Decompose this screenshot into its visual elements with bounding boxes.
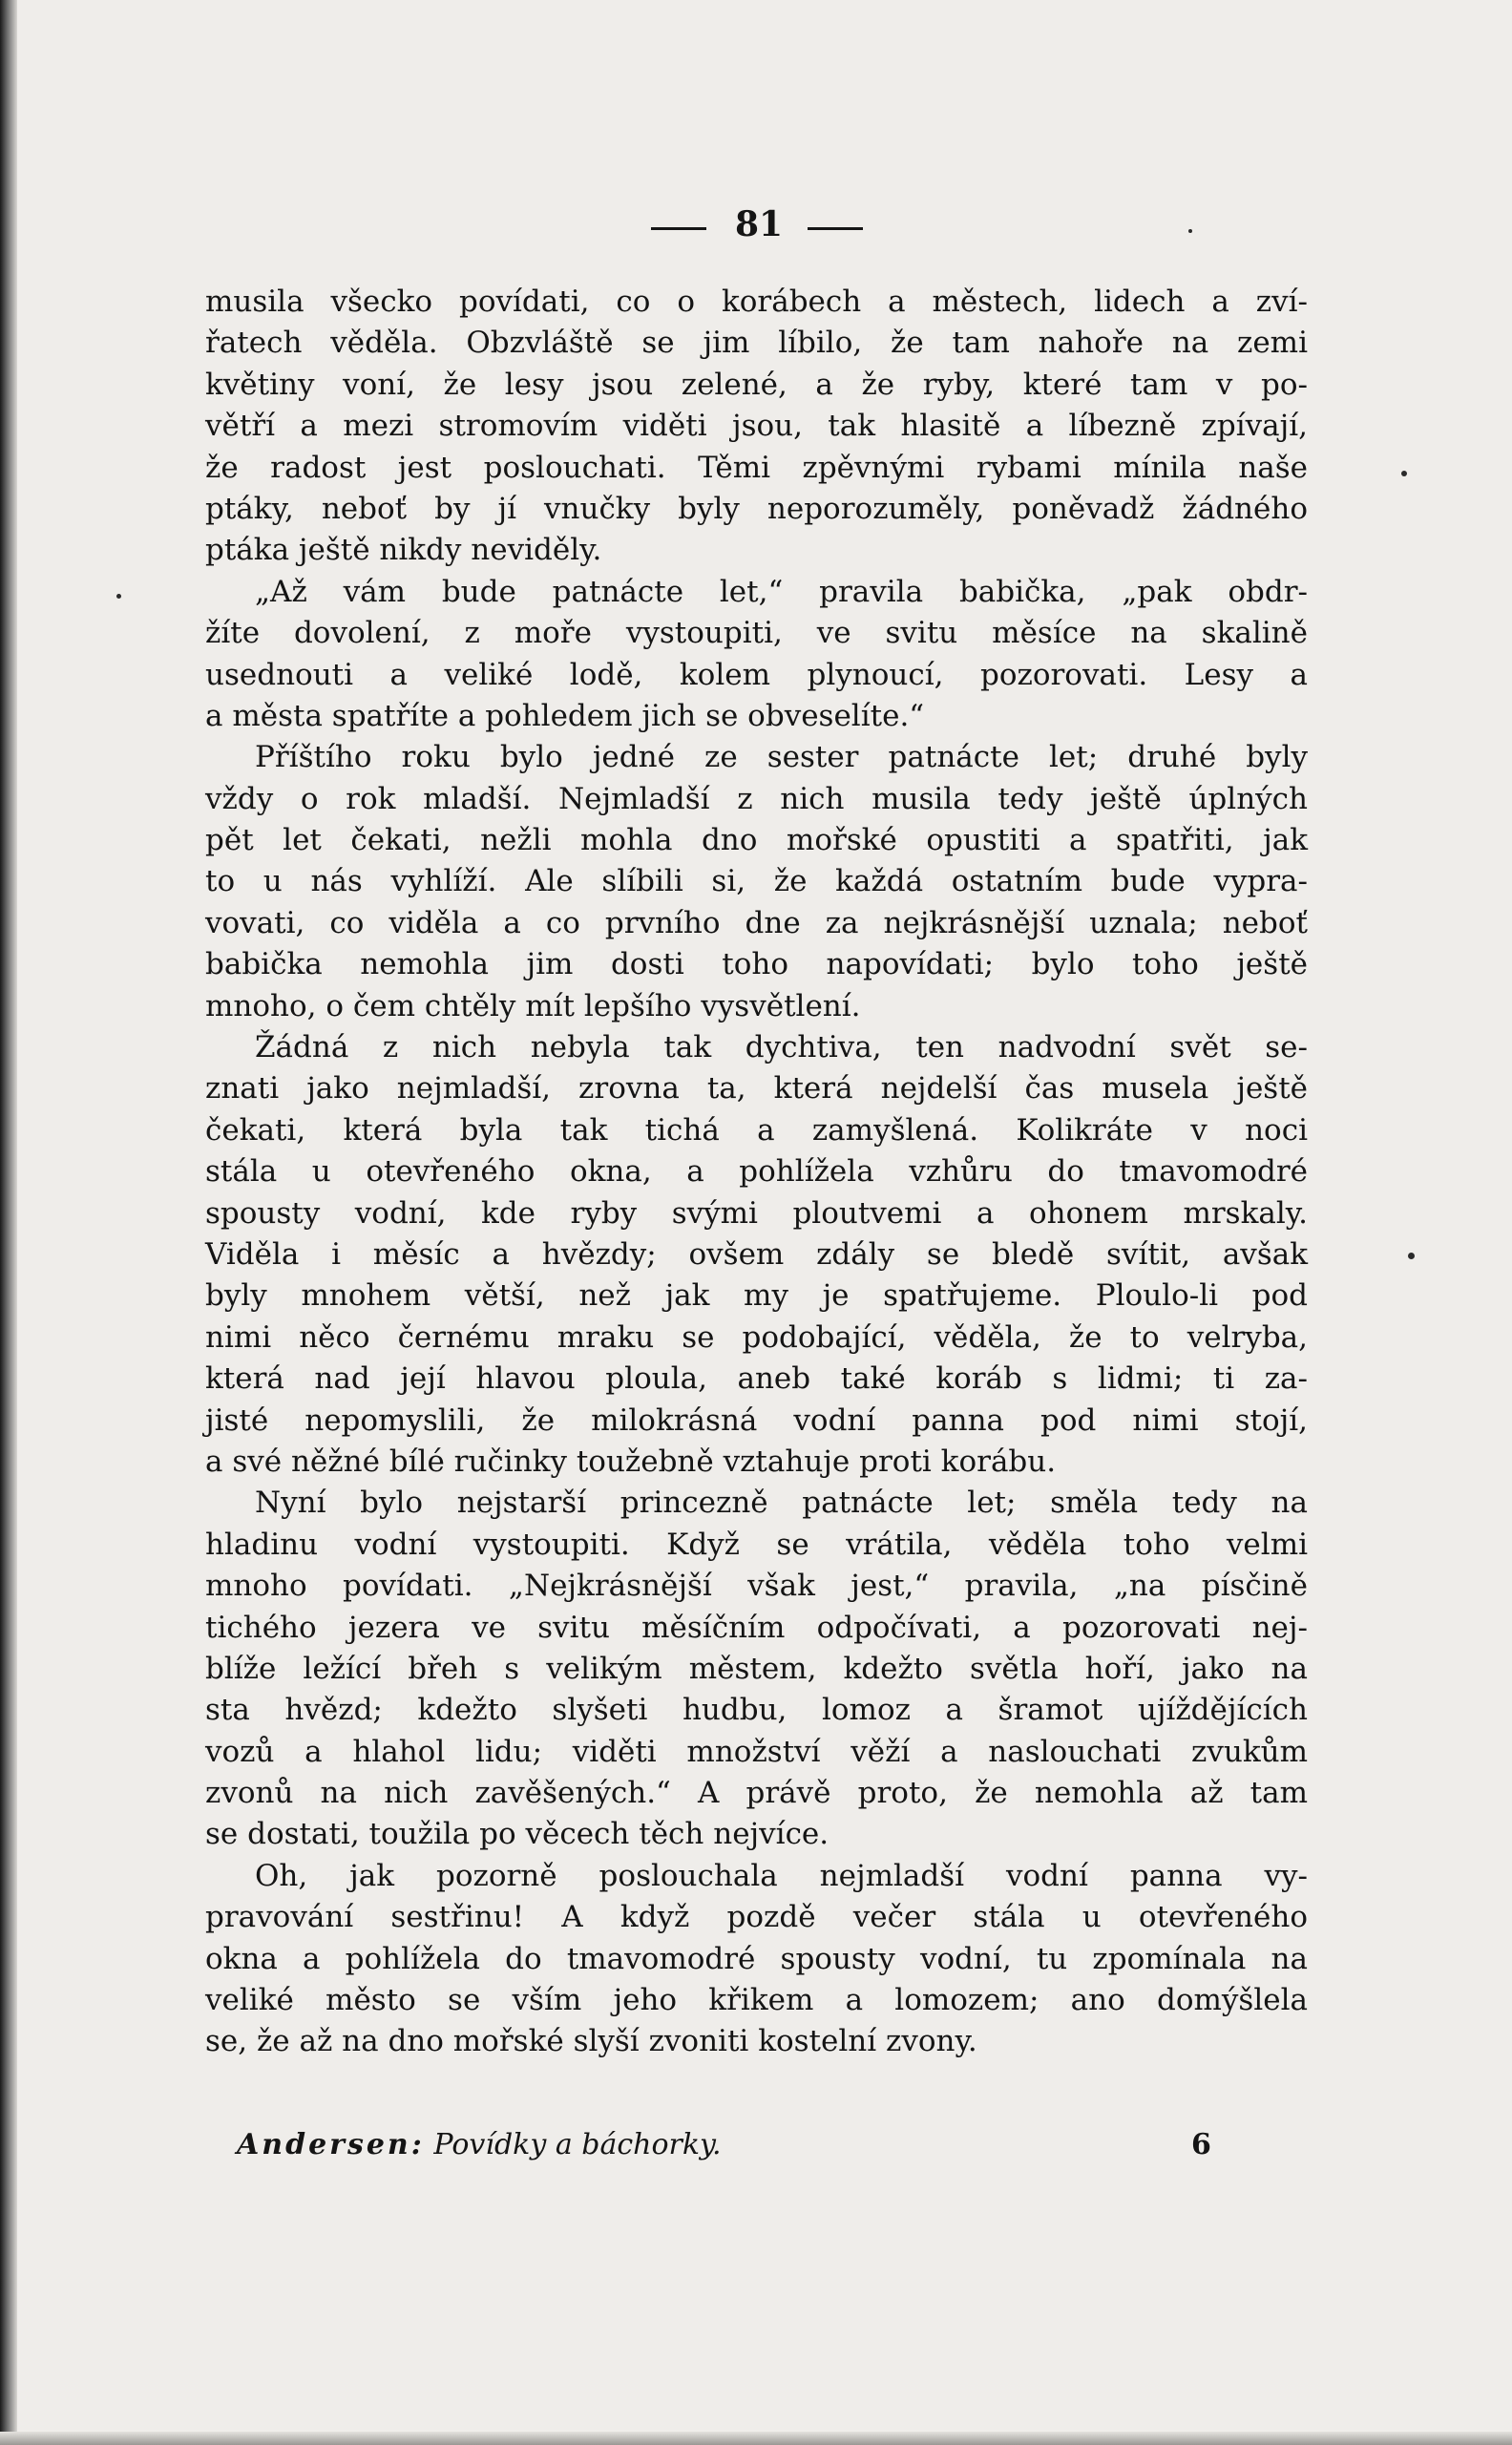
text-line: ptáky, neboť by jí vnučky byly neporozuměly, poněvadž žádného — [205, 491, 1308, 526]
text-line: mnoho povídati. „Nejkrásnější však jest,“ pravila, „na písčině — [205, 1569, 1308, 1604]
text-line: spousty vodní, kde ryby svými ploutvemi a ohonem mrskaly. — [205, 1195, 1308, 1231]
page-header — [0, 196, 1512, 253]
text-line: že radost jest poslouchati. Těmi zpěvnými rybami mínila naše — [205, 450, 1308, 485]
text-line: zvonů na nich zavěšených.“ A právě proto, že nemohla až tam — [205, 1776, 1308, 1811]
sheet-signature: 6 — [1191, 2128, 1211, 2161]
text-line: květiny voní, že lesy jsou zelené, a že ryby, které tam v po- — [205, 367, 1308, 402]
text-line: se dostati, toužila po věcech těch nejvíce. — [205, 1817, 830, 1852]
text-line: jisté nepomyslili, že milokrásná vodní panna pod nimi stojí, — [205, 1402, 1308, 1438]
text-line: sta hvězd; kdežto slyšeti hudbu, lomoz a šramot ujíždějících — [205, 1693, 1308, 1728]
text-line: hladinu vodní vystoupiti. Když se vrátila, věděla toho velmi — [205, 1527, 1308, 1562]
text-line: vozů a hlahol lidu; viděti množství věží a naslouchati zvukům — [205, 1734, 1308, 1769]
page-number: 81 — [734, 204, 784, 244]
text-line: babička nemohla jim dosti toho napovídati; bylo toho ještě — [205, 947, 1308, 982]
text-line: větří a mezi stromovím viděti jsou, tak hlasitě a líbezně zpívají, — [205, 409, 1308, 444]
header-dash-right — [808, 227, 863, 230]
paper-speck — [1408, 1253, 1415, 1259]
paper-speck — [1401, 471, 1407, 476]
text-line: čekati, která byla tak tichá a zamyšlená. Kolikráte v noci — [205, 1112, 1308, 1148]
body-text — [205, 282, 1308, 2063]
text-line: pět let čekati, nežli mohla dno mořské opustiti a spatřiti, jak — [205, 823, 1308, 858]
text-line: vždy o rok mladší. Nejmladší z nich musila tedy ještě úplných — [205, 781, 1308, 816]
text-line: okna a pohlížela do tmavomodré spousty vodní, tu zpomínala na — [205, 1941, 1308, 1976]
text-line: Oh, jak pozorně poslouchala nejmladší vodní panna vy- — [255, 1858, 1308, 1893]
text-line: znati jako nejmladší, zrovna ta, která nejdelší čas musela ještě — [205, 1071, 1308, 1107]
text-line: Žádná z nich nebyla tak dychtiva, ten nadvodní svět se- — [255, 1030, 1308, 1065]
text-line: pravování sestřinu! A když pozdě večer stála u otevřeného — [205, 1900, 1308, 1935]
text-line: ptáka ještě nikdy neviděly. — [205, 533, 602, 568]
text-line: blíže ležící břeh s velikým městem, kdežto světla hoří, jako na — [205, 1651, 1308, 1686]
text-line: Nyní bylo nejstarší princezně patnácte let; směla tedy na — [255, 1486, 1308, 1521]
paper-speck — [1188, 229, 1192, 233]
page-left-edge-shadow — [0, 0, 17, 2445]
header-dash-left — [651, 227, 706, 230]
text-line: Příštího roku bylo jedné ze sester patnácte let; druhé byly — [255, 740, 1308, 775]
text-line: se, že až na dno mořské slyší zvoniti kostelní zvony. — [205, 2024, 977, 2059]
text-line: Viděla i měsíc a hvězdy; ovšem zdály se bledě svítit, avšak — [205, 1236, 1308, 1272]
text-line: která nad její hlavou ploula, aneb také koráb s lidmi; ti za- — [205, 1361, 1308, 1397]
text-line: a své něžné bílé ručinky toužebně vztahuje proti korábu. — [205, 1444, 1057, 1479]
text-line: musila všecko povídati, co o korábech a městech, lidech a zví- — [205, 285, 1308, 319]
text-line: usednouti a veliké lodě, kolem plynoucí, pozorovati. Lesy a — [205, 657, 1308, 692]
text-line: nimi něco černému mraku se podobající, věděla, že to velryba, — [205, 1319, 1308, 1355]
text-line: to u nás vyhlíží. Ale slíbili si, že každá ostatním bude vypra- — [205, 864, 1308, 899]
footer-title-text: Povídky a báchorky. — [433, 2128, 722, 2161]
text-line: mnoho, o čem chtěly mít lepšího vysvětlení. — [205, 988, 861, 1023]
footer-book-title — [237, 2124, 722, 2166]
page-footer — [237, 2124, 1229, 2166]
footer-author: Andersen: — [237, 2128, 425, 2161]
text-line: „Až vám bude patnácte let,“ pravila babička, „pak obdr- — [255, 574, 1308, 609]
text-line: stála u otevřeného okna, a pohlížela vzhůru do tmavomodré — [205, 1154, 1308, 1190]
text-line: a města spatříte a pohledem jich se obveselíte.“ — [205, 698, 925, 733]
text-line: žíte dovolení, z moře vystoupiti, ve svitu měsíce na skalině — [205, 616, 1308, 651]
text-line: byly mnohem větší, než jak my je spatřujeme. Ploulo-li pod — [205, 1278, 1308, 1314]
text-line: veliké město se vším jeho křikem a lomozem; ano domýšlela — [205, 1983, 1308, 2018]
text-line: vovati, co viděla a co prvního dne za nejkrásnější uznala; neboť — [205, 905, 1308, 940]
text-line: řatech věděla. Obzvláště se jim líbilo, že tam nahoře na zemi — [205, 326, 1308, 361]
text-line: tichého jezera ve svitu měsíčním odpočívati, a pozorovati nej- — [205, 1610, 1308, 1645]
page-bottom-edge-shadow — [0, 2432, 1512, 2445]
paper-speck — [116, 594, 121, 599]
